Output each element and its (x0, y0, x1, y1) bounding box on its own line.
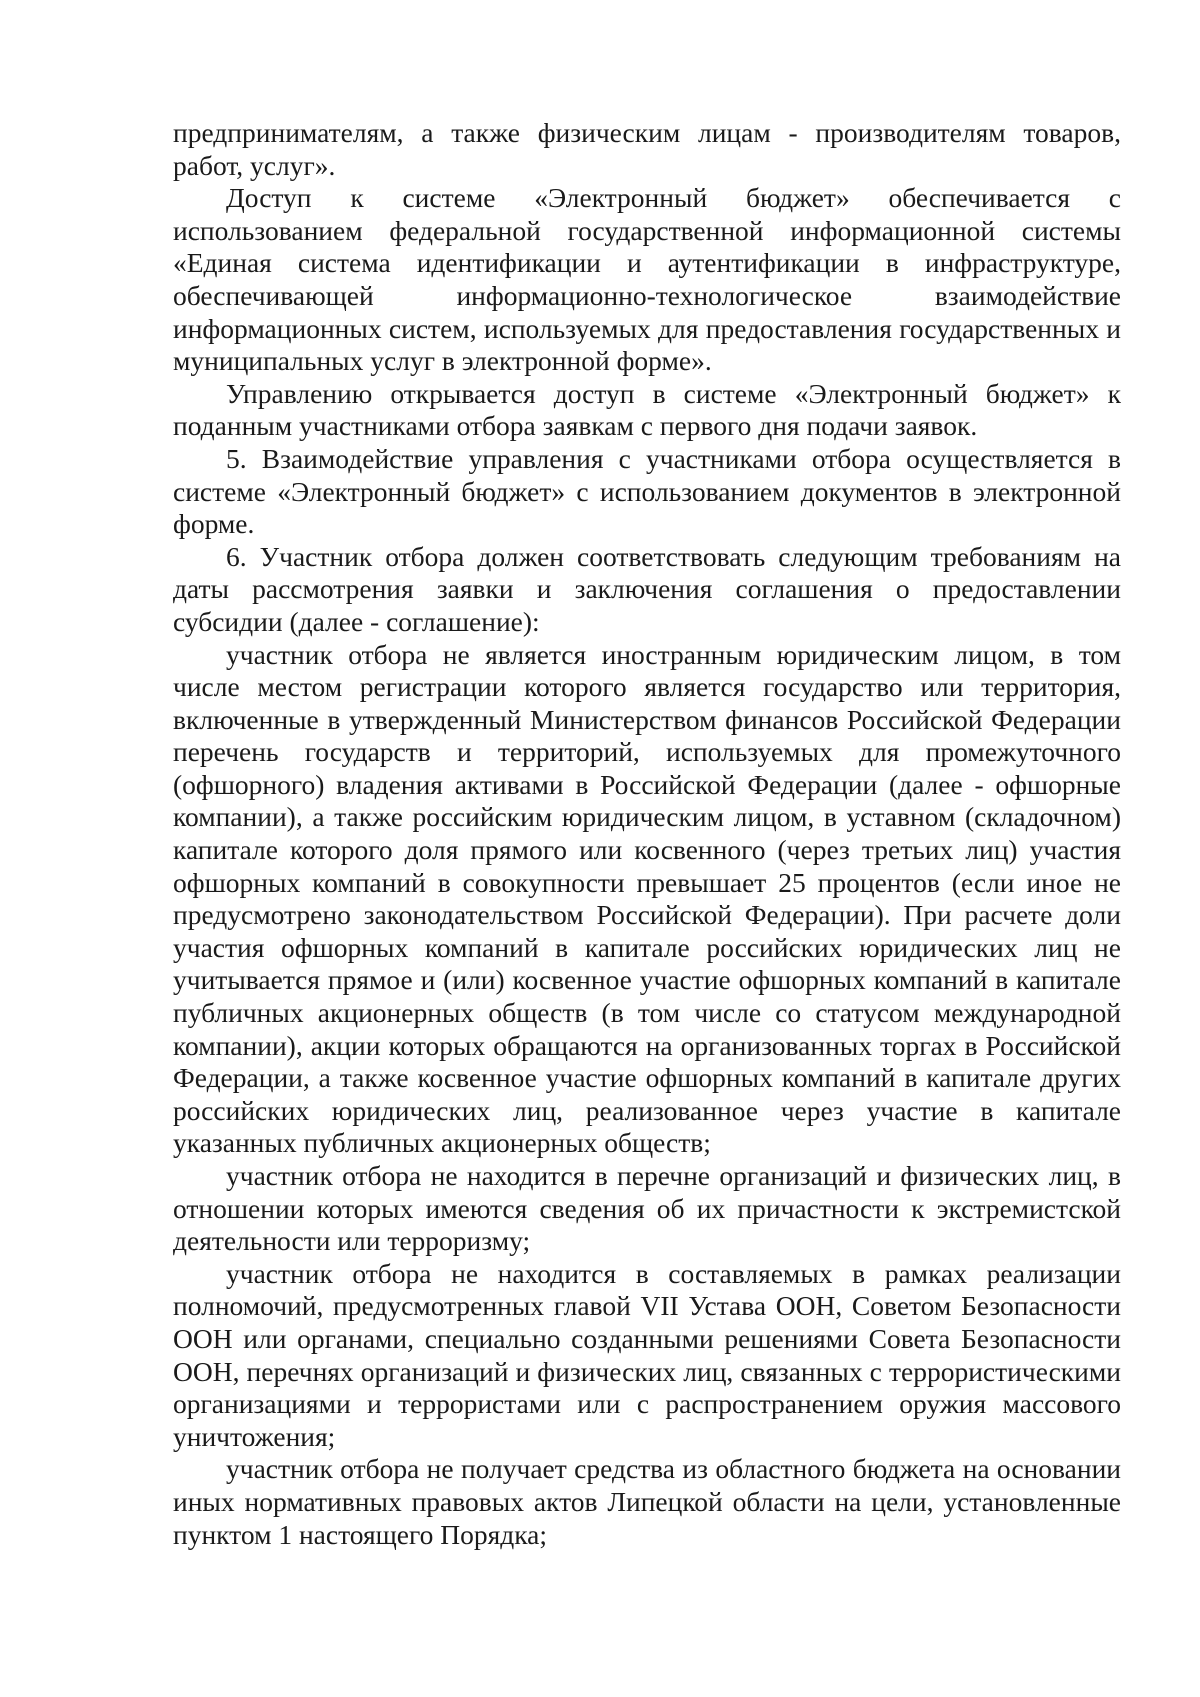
paragraph-item-6: 6. Участник отбора должен соответствовать следующим требованиям на даты рассмотрения заявки и заключения соглашения о предоставлении субсидии (далее - соглашение): (173, 540, 1121, 637)
paragraph-requirement-offshore: участник отбора не является иностранным юридическим лицом, в том числе местом регистрации которого является государство или территория, включенные в утвержденный Министерством финансов Российской Федерации перечень государств и территорий, используемых для промежуточного (офшорного) владения активами в Российской Федерации (далее - офшорные компании), а также российским юридическим лицом, в уставном (складочном) капитале которого доля прямого или косвенного (через третьих лиц) участия офшорных компаний в совокупности превышает 25 процентов (если иное не предусмотрено законодательством Российской Федерации). При расчете доли участия офшорных компаний в капитале российских юридических лиц не учитывается прямое и (или) косвенное участие офшорных компаний в капитале публичных акционерных обществ (в том числе со статусом международной компании), акции которых обращаются на организованных торгах в Российской Федерации, а также косвенное участие офшорных компаний в капитале других российских юридических лиц, реализованное через участие в капитале указанных публичных акционерных обществ; (173, 638, 1121, 1159)
paragraph-item-5: 5. Взаимодействие управления с участниками отбора осуществляется в системе «Электронный бюджет» с использованием документов в электронной форме. (173, 442, 1121, 540)
paragraph-access-management: Управлению открывается доступ в системе «Электронный бюджет» к поданным участниками отбора заявкам с первого дня подачи заявок. (173, 377, 1121, 442)
paragraph-continuation: предпринимателям, а также физическим лицам - производителям товаров, работ, услуг». (173, 117, 1121, 181)
paragraph-requirement-budget: участник отбора не получает средства из областного бюджета на основании иных нормативных правовых актов Липецкой области на цели, установленные пунктом 1 настоящего Порядка; (173, 1453, 1121, 1550)
paragraph-requirement-extremism: участник отбора не находится в перечне организаций и физических лиц, в отношении которых имеются сведения об их причастности к экстремистской деятельности или терроризму; (173, 1160, 1121, 1257)
document-page (173, 117, 1121, 1551)
paragraph-requirement-un-lists: участник отбора не находится в составляемых в рамках реализации полномочий, предусмотренных главой VII Устава ООН, Советом Безопасности ООН или органами, специально созданными решениями Совета Безопасности ООН, перечнях организаций и физических лиц, связанных с террористическими организациями и террористами или с распространением оружия массового уничтожения; (173, 1257, 1121, 1452)
paragraph-access-system: Доступ к системе «Электронный бюджет» обеспечивается с использованием федеральной государственной информационной системы «Единая система идентификации и аутентификации в инфраструктуре, обеспечивающей информационно-технологическое взаимодействие информационных систем, используемых для предоставления государственных и муниципальных услуг в электронной форме». (173, 182, 1121, 377)
